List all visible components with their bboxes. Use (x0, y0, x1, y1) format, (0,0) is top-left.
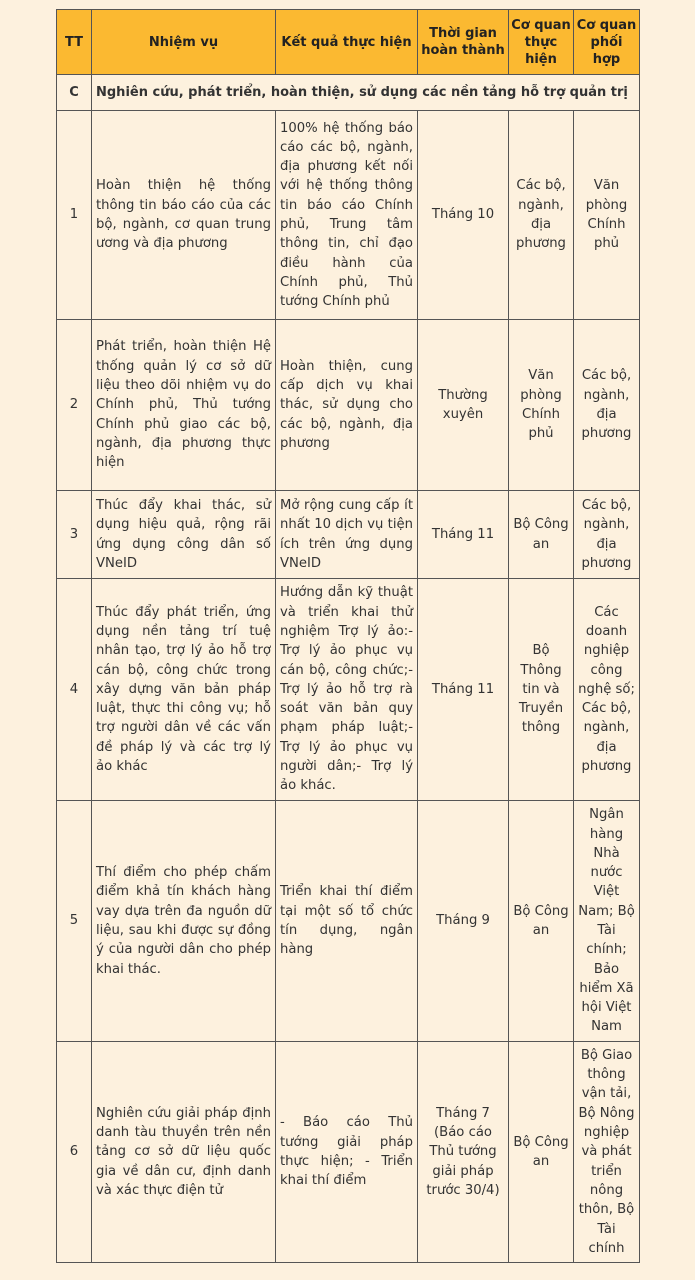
table-row (57, 579, 640, 801)
row-task: Thí điểm cho phép chấm điểm khả tín khách hàng vay dựa trên đa nguồn dữ liệu, sau khi được sự đồng ý của người dân cho phép khai thác. (92, 801, 276, 1042)
header-coordinating-agency: Cơ quan phối hợp (574, 10, 640, 75)
table-row (57, 491, 640, 579)
row-tt: 5 (57, 801, 92, 1042)
row-tt: 3 (57, 491, 92, 579)
header-task: Nhiệm vụ (92, 10, 276, 75)
header-result: Kết quả thực hiện (276, 10, 418, 75)
row-result: Triển khai thí điểm tại một số tổ chức tín dụng, ngân hàng (276, 801, 418, 1042)
row-result: Hướng dẫn kỹ thuật và triển khai thử nghiệm Trợ lý ảo:- Trợ lý ảo phục vụ cán bộ, công chức;- Trợ lý ảo hỗ trợ rà soát văn bản quy phạm pháp luật;- Trợ lý ảo phục vụ người dân;- Trợ lý ảo khác. (276, 579, 418, 801)
row-deadline: Tháng 7 (Báo cáo Thủ tướng giải pháp trước 30/4) (418, 1042, 509, 1263)
row-lead-agency: Bộ Thông tin và Truyền thông (509, 579, 574, 801)
row-result: - Báo cáo Thủ tướng giải pháp thực hiện; - Triển khai thí điểm (276, 1042, 418, 1263)
row-coordinating-agency: Các doanh nghiệp công nghệ số; Các bộ, ngành, địa phương (574, 579, 640, 801)
row-task: Thúc đẩy khai thác, sử dụng hiệu quả, rộng rãi ứng dụng công dân số VNeID (92, 491, 276, 579)
row-lead-agency: Bộ Công an (509, 491, 574, 579)
row-tt: 2 (57, 320, 92, 491)
row-coordinating-agency: Các bộ, ngành, địa phương (574, 320, 640, 491)
header-row (57, 10, 640, 75)
row-deadline: Thường xuyên (418, 320, 509, 491)
header-tt: TT (57, 10, 92, 75)
row-deadline: Tháng 11 (418, 491, 509, 579)
table-row (57, 801, 640, 1042)
table-row (57, 111, 640, 320)
section-title: Nghiên cứu, phát triển, hoàn thiện, sử dụng các nền tảng hỗ trợ quản trị (92, 75, 640, 111)
row-tt: 6 (57, 1042, 92, 1263)
task-table (56, 9, 640, 1263)
section-row (57, 75, 640, 111)
header-lead-agency: Cơ quan thực hiện (509, 10, 574, 75)
row-tt: 1 (57, 111, 92, 320)
row-task: Hoàn thiện hệ thống thông tin báo cáo của các bộ, ngành, cơ quan trung ương và địa phương (92, 111, 276, 320)
row-coordinating-agency: Văn phòng Chính phủ (574, 111, 640, 320)
table-row (57, 320, 640, 491)
row-task: Nghiên cứu giải pháp định danh tàu thuyền trên nền tảng cơ sở dữ liệu quốc gia về dân cư, định danh và xác thực điện tử (92, 1042, 276, 1263)
row-tt: 4 (57, 579, 92, 801)
row-lead-agency: Bộ Công an (509, 1042, 574, 1263)
row-deadline: Tháng 9 (418, 801, 509, 1042)
row-coordinating-agency: Các bộ, ngành, địa phương (574, 491, 640, 579)
section-code: C (57, 75, 92, 111)
header-deadline: Thời gian hoàn thành (418, 10, 509, 75)
row-lead-agency: Bộ Công an (509, 801, 574, 1042)
row-task: Thúc đẩy phát triển, ứng dụng nền tảng trí tuệ nhân tạo, trợ lý ảo hỗ trợ cán bộ, công chức trong xây dựng văn bản pháp luật, thực thi công vụ; hỗ trợ người dân về các vấn đề pháp lý và các trợ lý ảo khác (92, 579, 276, 801)
table-row (57, 1042, 640, 1263)
row-lead-agency: Các bộ, ngành, địa phương (509, 111, 574, 320)
row-deadline: Tháng 10 (418, 111, 509, 320)
row-result: Hoàn thiện, cung cấp dịch vụ khai thác, sử dụng cho các bộ, ngành, địa phương (276, 320, 418, 491)
row-result: Mở rộng cung cấp ít nhất 10 dịch vụ tiện ích trên ứng dụng VNeID (276, 491, 418, 579)
row-coordinating-agency: Ngân hàng Nhà nước Việt Nam; Bộ Tài chính; Bảo hiểm Xã hội Việt Nam (574, 801, 640, 1042)
row-task: Phát triển, hoàn thiện Hệ thống quản lý cơ sở dữ liệu theo dõi nhiệm vụ do Chính phủ, Thủ tướng Chính phủ giao các bộ, ngành, địa phương thực hiện (92, 320, 276, 491)
row-deadline: Tháng 11 (418, 579, 509, 801)
row-lead-agency: Văn phòng Chính phủ (509, 320, 574, 491)
row-coordinating-agency: Bộ Giao thông vận tải, Bộ Nông nghiệp và phát triển nông thôn, Bộ Tài chính (574, 1042, 640, 1263)
row-result: 100% hệ thống báo cáo các bộ, ngành, địa phương kết nối với hệ thống thông tin báo cáo Chính phủ, Trung tâm thông tin, chỉ đạo điều hành của Chính phủ, Thủ tướng Chính phủ (276, 111, 418, 320)
